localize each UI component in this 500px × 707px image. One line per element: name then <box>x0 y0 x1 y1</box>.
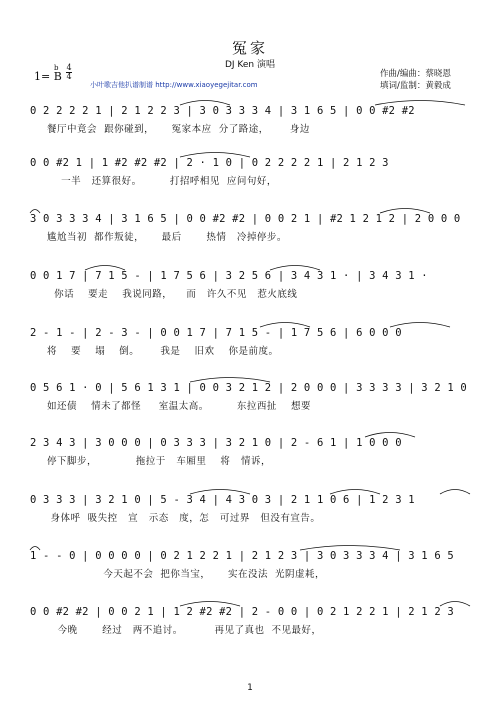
time-numerator: 4 <box>66 63 72 72</box>
page-number: 1 <box>247 683 253 693</box>
credit-composer: 作曲/编曲：蔡晓恩 <box>380 69 451 79</box>
notation-line: 1 - - 0 | 0 0 0 0 | 0 2 1 2 2 1 | 2 1 2 3 | 3 0 3 3 3 4 | 3 1 6 5 <box>30 550 454 562</box>
score-row-9 <box>0 550 500 596</box>
time-signature <box>66 64 72 81</box>
score-row-10 <box>0 606 500 652</box>
score-row-6 <box>0 382 500 428</box>
lyric-line: 今晚 经过 两不追讨。 再见了真也 不见最好， <box>40 625 322 636</box>
singer-line: DJ Ken 演唱 <box>224 60 275 70</box>
time-denominator: 4 <box>66 72 72 81</box>
key-text: 1= B <box>34 70 62 83</box>
score-row-4 <box>0 270 500 316</box>
notation-line: 0 2 2 2 2 1 | 2 1 2 2 3 | 3 0 3 3 3 4 | 3 1 6 5 | 0 0 #2 #2 <box>30 105 415 117</box>
notation-line: 0 3 3 3 | 3 2 1 0 | 5 - 3 4 | 4 3 0 3 | 2 1 1 0 6 | 1 2 3 1 <box>30 494 415 506</box>
score-row-3 <box>0 213 500 259</box>
notation-line: 2 - 1 - | 2 - 3 - | 0 0 1 7 | 7 1 5 - | 1 7 5 6 | 6 0 0 0 <box>30 327 402 339</box>
credit-lyricist: 填词/监制：黄毅成 <box>380 81 451 91</box>
site-credit: 小叶歌吉他扒谱制谱 http://www.xiaoyegejitar.com <box>90 81 258 89</box>
notation-line: 0 0 1 7 | 7 1 5 - | 1 7 5 6 | 3 2 5 6 | 3 4 3 1 · | 3 4 3 1 · <box>30 270 428 282</box>
score-row-5 <box>0 327 500 373</box>
notation-line: 0 5 6 1 · 0 | 5 6 1 3 1 | 0 0 3 2 1 2 | 2 0 0 0 | 3 3 3 3 | 3 2 1 0 <box>30 382 467 394</box>
lyric-line: 如还债 情未了都怪 室温太高。 东拉西扯 想要 <box>40 401 311 412</box>
lyric-line: 将 要 塌 倒。 我是 旧欢 你是前度。 <box>40 346 279 357</box>
key-flat: b <box>54 64 59 72</box>
lyric-line: 停下脚步， 拖拉于 车厢里 将 情诉， <box>40 456 271 467</box>
lyric-line: 你话 要走 我说同路， 而 许久不见 惹火底线 <box>40 289 298 300</box>
song-title: 冤家 <box>231 39 268 57</box>
notation-line: 3 0 3 3 3 4 | 3 1 6 5 | 0 0 #2 #2 | 0 0 2 1 | #2 1 2 1 2 | 2 0 0 0 <box>30 213 461 225</box>
credits <box>380 68 451 92</box>
key-signature <box>34 64 62 83</box>
score-row-2 <box>0 157 500 203</box>
lyric-line: 餐厅中竟会 跟你碰到， 冤家本应 分了路途， 身边 <box>40 124 310 135</box>
notation-line: 2 3 4 3 | 3 0 0 0 | 0 3 3 3 | 3 2 1 0 | 2 - 6 1 | 1 0 0 0 <box>30 437 402 449</box>
lyric-line: 尴尬当初 都作叛徒， 最后 热情 冷掉停步。 <box>40 232 287 243</box>
lyric-line: 身体呼 吸失控 宣 示态 度，怎 可过界 但没有宣告。 <box>40 513 321 524</box>
notation-line: 0 0 #2 #2 | 0 0 2 1 | 1 2 #2 #2 | 2 - 0 0 | 0 2 1 2 2 1 | 2 1 2 3 <box>30 606 454 618</box>
score-row-1 <box>0 105 500 151</box>
score-row-7 <box>0 437 500 483</box>
score-row-8 <box>0 494 500 540</box>
notation-line: 0 0 #2 1 | 1 #2 #2 #2 | 2 · 1 0 | 0 2 2 2 2 1 | 2 1 2 3 <box>30 157 389 169</box>
lyric-line: 今天起不会 把你当宝， 实在没法 光阴虚耗， <box>40 569 326 580</box>
lyric-line: 一半 还算很好。 打招呼相见 应问句好， <box>40 176 277 187</box>
